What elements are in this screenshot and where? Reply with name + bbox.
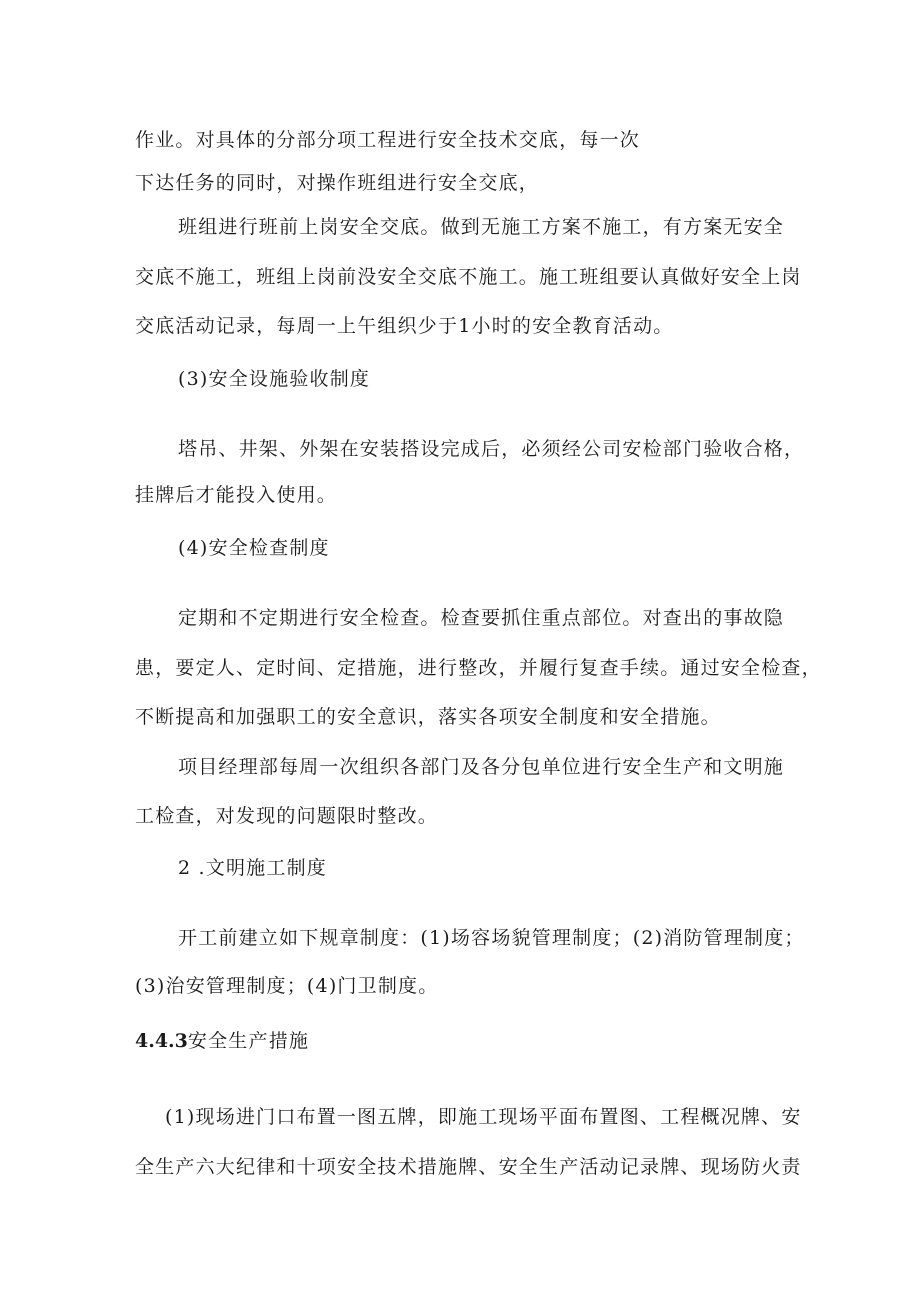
text-line-2: 下达任务的同时，对操作班组进行安全交底， — [135, 172, 540, 194]
text-line-20: 全生产六大纪律和十项安全技术措施牌、安全生产活动记录牌、现场防火责 — [135, 1156, 802, 1178]
text-line-8: 挂牌后才能投入使用。 — [135, 484, 338, 506]
subheading-safety-facility-acceptance: (3)安全设施验收制度 — [178, 368, 371, 390]
text-line-11: 患，要定人、定时间、定措施，进行整改，并履行复查手续。通过安全检查， — [135, 657, 822, 679]
text-line-14: 工检查，对发现的问题限时整改。 — [135, 805, 439, 827]
text-line-7: 塔吊、井架、外架在安装搭设完成后，必须经公司安检部门验收合格， — [178, 438, 805, 460]
subheading-civilized-construction: 2 .文明施工制度 — [178, 857, 327, 879]
text-line-17: (3)治安管理制度；(4)门卫制度。 — [135, 975, 439, 997]
text-line-13: 项目经理部每周一次组织各部门及各分包单位进行安全生产和文明施 — [178, 756, 785, 778]
text-line-4: 交底不施工，班组上岗前没安全交底不施工。施工班组要认真做好安全上岗 — [135, 266, 802, 288]
text-line-5: 交底活动记录，每周一上午组织少于1小时的安全教育活动。 — [135, 315, 674, 337]
text-line-16: 开工前建立如下规章制度：(1)场容场貌管理制度；(2)消防管理制度； — [178, 927, 805, 949]
text-line-10: 定期和不定期进行安全检查。检查要抓住重点部位。对查出的事故隐 — [178, 607, 785, 629]
section-number: 4.4.3 — [135, 1030, 188, 1052]
section-heading-safety-measures — [135, 1029, 309, 1053]
text-line-1: 作业。对具体的分部分项工程进行安全技术交底，每一次 — [135, 129, 641, 151]
subheading-safety-inspection: (4)安全检查制度 — [178, 537, 330, 559]
text-line-19: (1)现场进门口布置一图五牌，即施工现场平面布置图、工程概况牌、安 — [165, 1106, 802, 1128]
section-title: 安全生产措施 — [187, 1030, 310, 1052]
text-line-12: 不断提高和加强职工的安全意识，落实各项安全制度和安全措施。 — [135, 706, 721, 728]
text-line-3: 班组进行班前上岗安全交底。做到无施工方案不施工，有方案无安全 — [178, 216, 785, 238]
